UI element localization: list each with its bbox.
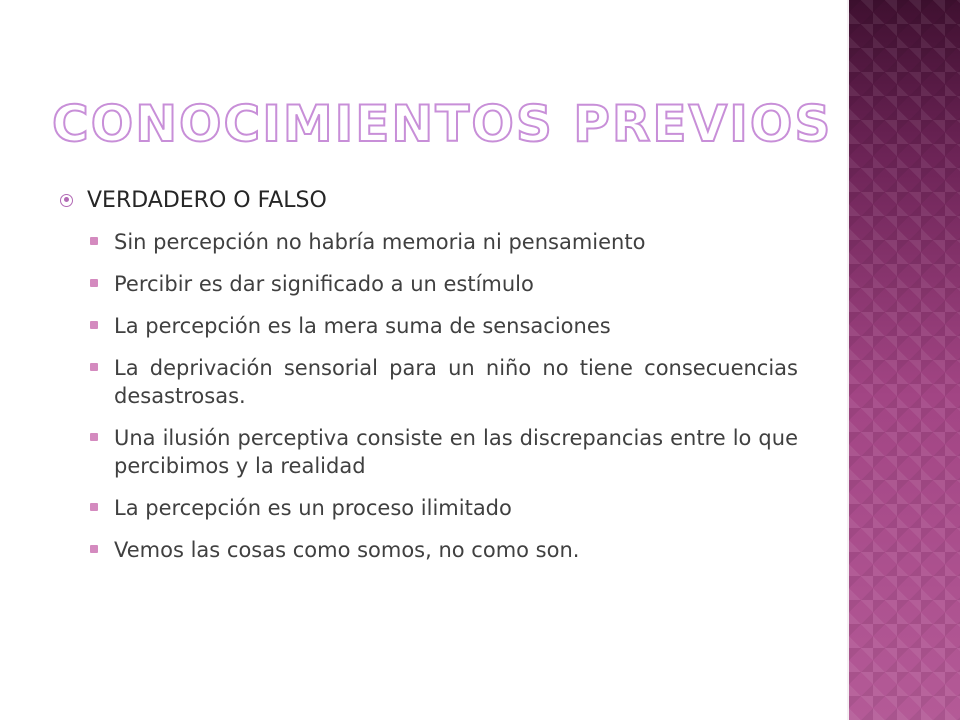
square-bullet-icon xyxy=(90,503,98,511)
circle-dot-icon xyxy=(60,194,73,207)
slide-content xyxy=(60,182,800,578)
decorative-side-panel xyxy=(849,0,960,720)
list-item-text: Vemos las cosas como somos, no como son. xyxy=(114,538,580,562)
list-item-text: Percibir es dar significado a un estímulo xyxy=(114,272,534,296)
list-item xyxy=(60,536,800,564)
list-item xyxy=(60,354,800,410)
slide-title: CONOCIMIENTOS PREVIOS xyxy=(52,95,833,153)
list-item-text: La deprivación sensorial para un niño no tiene consecuencias desastrosas. xyxy=(114,356,798,408)
list-item-text: La percepción es un proceso ilimitado xyxy=(114,496,512,520)
list-item-text: Sin percepción no habría memoria ni pensamiento xyxy=(114,230,646,254)
square-bullet-icon xyxy=(90,321,98,329)
list-item xyxy=(60,424,800,480)
square-bullet-icon xyxy=(90,433,98,441)
section-heading: VERDADERO O FALSO xyxy=(87,187,327,213)
heading-row xyxy=(60,182,800,218)
statement-list xyxy=(60,228,800,564)
list-item xyxy=(60,228,800,256)
list-item-text: La percepción es la mera suma de sensaciones xyxy=(114,314,611,338)
list-item xyxy=(60,494,800,522)
list-item-text: Una ilusión perceptiva consiste en las discrepancias entre lo que percibimos y la realidad xyxy=(114,426,798,478)
list-item xyxy=(60,312,800,340)
square-bullet-icon xyxy=(90,237,98,245)
square-bullet-icon xyxy=(90,363,98,371)
list-item xyxy=(60,270,800,298)
square-bullet-icon xyxy=(90,545,98,553)
square-bullet-icon xyxy=(90,279,98,287)
